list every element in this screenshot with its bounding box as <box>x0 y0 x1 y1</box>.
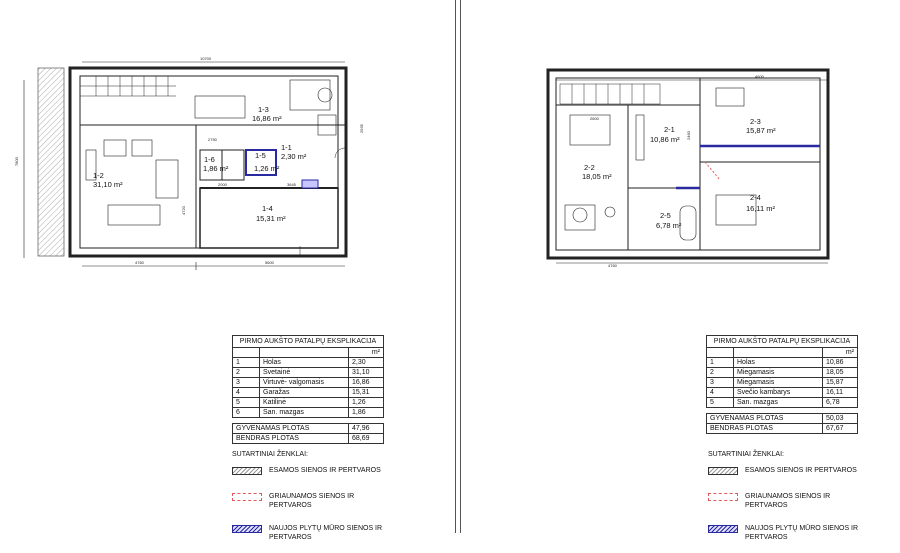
table2-title: PIRMO AUKŠTO PATALPŲ EKSPLIKACIJA <box>707 336 858 348</box>
new-wall-swatch <box>232 525 262 533</box>
room-1-4-area: 15,31 m² <box>256 214 286 223</box>
legend-1 <box>232 450 383 553</box>
legend-existing: ESAMOS SIENOS IR PERTVAROS <box>708 467 784 485</box>
room-2-5-area: 6,78 m² <box>656 221 682 230</box>
table-total-row: GYVENAMAS PLOTAS 47,96 <box>233 424 384 434</box>
legend-new: NAUJOS PLYTŲ MŪRO SIENOS IR PERTVAROS <box>708 525 784 545</box>
plan2-dim-bottom-left: 4760 <box>608 263 617 268</box>
legend-demolished: GRIAUNAMOS SIENOS IR PERTVAROS <box>708 493 784 517</box>
plan1-dim-b: 2000 <box>218 182 227 187</box>
plan1-dim-bottom-left: 4760 <box>135 260 144 265</box>
plan1-dim-left: 7800 <box>14 157 19 166</box>
table-row: 1 Holas 2,30 <box>233 358 384 368</box>
room-1-6-id: 1-6 <box>204 155 215 164</box>
explication-table-2 <box>706 335 858 434</box>
table-total-row: GYVENAMAS PLOTAS 50,03 <box>707 414 858 424</box>
plan1-dim-top: 10700 <box>200 56 212 61</box>
table-total-row: BENDRAS PLOTAS 67,67 <box>707 424 858 434</box>
plan1-dim-bottom-right: 5600 <box>265 260 274 265</box>
legend-demolished: GRIAUNAMOS SIENOS IR PERTVAROS <box>232 493 308 517</box>
demolished-wall-swatch <box>232 493 262 501</box>
room-1-5-area: 1,26 m² <box>254 164 280 173</box>
existing-wall-swatch <box>708 467 738 475</box>
demolished-wall-swatch <box>708 493 738 501</box>
plan2-dim-a: 2600 <box>590 116 599 121</box>
table-row: 2 Svetainė 31,10 <box>233 368 384 378</box>
table1-title: PIRMO AUKŠTO PATALPŲ EKSPLIKACIJA <box>233 336 384 348</box>
room-2-3-area: 15,87 m² <box>746 126 776 135</box>
room-2-3-id: 2-3 <box>750 117 761 126</box>
table-row: 3 Miegamasis 15,87 <box>707 378 858 388</box>
room-1-6-area: 1,86 m² <box>203 164 229 173</box>
legend-2 <box>708 450 859 553</box>
table-row: 4 Garažas 15,31 <box>233 388 384 398</box>
room-1-4-id: 1-4 <box>262 204 273 213</box>
table-row: 6 San. mazgas 1,86 <box>233 408 384 418</box>
plan1-dim-c: 3645 <box>287 182 296 187</box>
table-row: 4 Svečio kambarys 16,11 <box>707 388 858 398</box>
room-2-1-area: 10,86 m² <box>650 135 680 144</box>
explication-table-1 <box>232 335 384 444</box>
room-2-2-id: 2-2 <box>584 163 595 172</box>
legend-title: SUTARTINIAI ŽENKLAI: <box>232 451 308 458</box>
legend-new: NAUJOS PLYTŲ MŪRO SIENOS IR PERTVAROS <box>232 525 308 545</box>
legend-title: SUTARTINIAI ŽENKLAI: <box>708 451 784 458</box>
plan-1-drawing <box>24 62 346 270</box>
room-2-4-area: 16,11 m² <box>746 204 776 213</box>
room-2-4-id: 2-4 <box>750 193 761 202</box>
new-wall-swatch <box>708 525 738 533</box>
room-2-2-area: 18,05 m² <box>582 172 612 181</box>
table-row: 5 Katilinė 1,26 <box>233 398 384 408</box>
table-row: 3 Virtuvė- valgomasis 16,86 <box>233 378 384 388</box>
plan1-dim-a: 2750 <box>208 137 217 142</box>
room-1-3-id: 1-3 <box>258 105 269 114</box>
room-1-2-id: 1-2 <box>93 171 104 180</box>
room-1-1-area: 2,30 m² <box>281 152 307 161</box>
plan1-dim-d: 4720 <box>181 206 186 215</box>
room-2-1-id: 2-1 <box>664 125 675 134</box>
plan2-dim-top: 4600 <box>755 74 764 79</box>
table-total-row: BENDRAS PLOTAS 68,69 <box>233 434 384 444</box>
plan2-dim-b: 2460 <box>686 131 691 140</box>
room-1-1-id: 1-1 <box>281 143 292 152</box>
table-row: 2 Miegamasis 18,05 <box>707 368 858 378</box>
legend-existing: ESAMOS SIENOS IR PERTVAROS <box>232 467 308 485</box>
plan1-dim-e: 2935 <box>359 124 364 133</box>
room-1-3-area: 16,86 m² <box>252 114 282 123</box>
room-2-5-id: 2-5 <box>660 211 671 220</box>
room-1-2-area: 31,10 m² <box>93 180 123 189</box>
table-row: 1 Holas 10,86 <box>707 358 858 368</box>
table-row: 5 San. mazgas 6,78 <box>707 398 858 408</box>
table2-unit: m² <box>823 348 858 358</box>
existing-wall-swatch <box>232 467 262 475</box>
room-1-5-id: 1-5 <box>255 151 266 160</box>
table1-unit: m² <box>349 348 384 358</box>
